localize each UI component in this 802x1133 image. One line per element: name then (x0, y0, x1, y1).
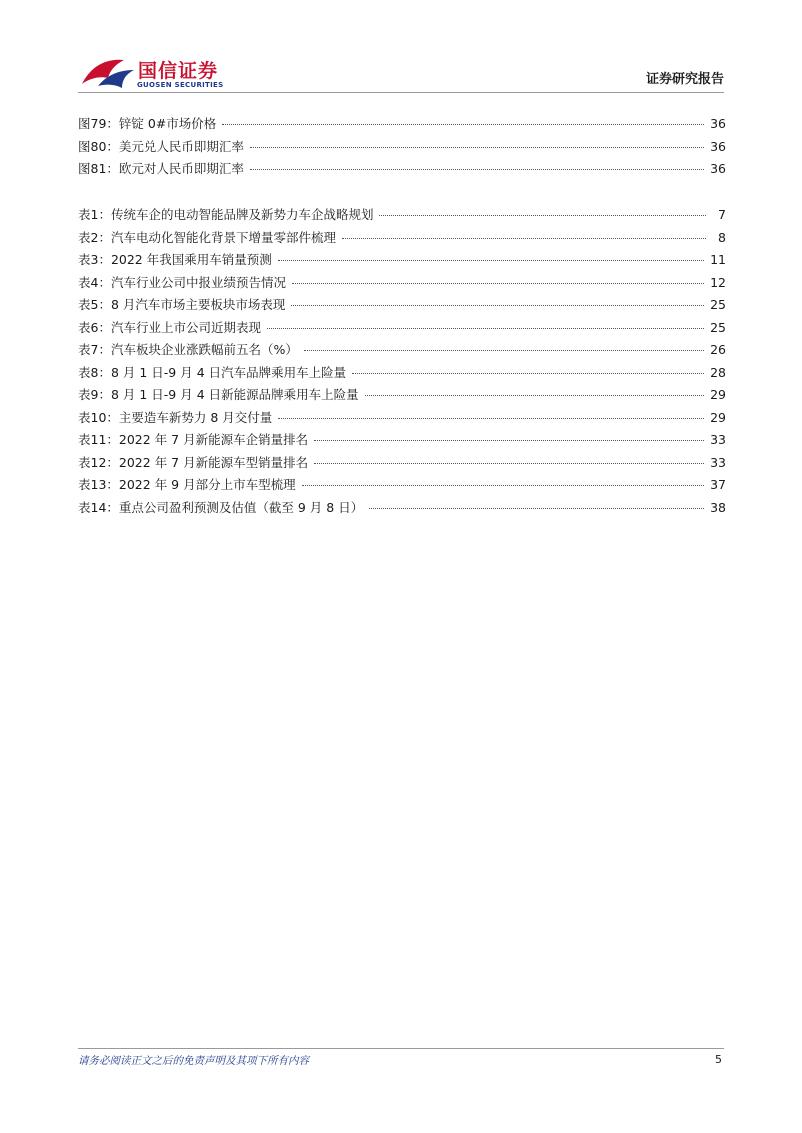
toc-row[interactable] (78, 114, 726, 137)
toc-leader-dots (352, 373, 704, 374)
toc-leader-dots (222, 124, 704, 125)
toc-title: 汽车行业公司中报业绩预告情况 (110, 274, 286, 290)
toc-leader-dots (314, 463, 704, 464)
toc-row[interactable] (78, 340, 726, 363)
toc-title: 主要造车新势力 8 月交付量 (118, 409, 273, 425)
toc-title: 2022 年 7 月新能源车型销量排名 (118, 454, 309, 470)
toc-page-number: 25 (710, 319, 726, 335)
toc-row[interactable] (78, 159, 726, 182)
toc-leader-dots (250, 169, 704, 170)
toc-leader-dots (302, 485, 705, 486)
toc-row[interactable] (78, 408, 726, 431)
toc-page-number: 28 (710, 364, 726, 380)
logo-chinese-name: 国信证券 (138, 60, 219, 82)
toc-leader-dots (369, 508, 704, 509)
toc-page-number: 33 (710, 454, 726, 470)
toc-title: 汽车行业上市公司近期表现 (110, 319, 261, 335)
toc-row[interactable] (78, 250, 726, 273)
toc-row[interactable] (78, 430, 726, 453)
toc-page-number: 8 (718, 229, 726, 245)
toc-label: 表2： (78, 229, 111, 245)
toc-label: 表11： (78, 432, 119, 447)
toc-leader-dots (250, 147, 704, 148)
footer-divider (78, 1048, 724, 1049)
toc-title: 2022 年我国乘用车销量预测 (110, 252, 272, 267)
toc-label: 表1： (78, 207, 111, 222)
toc-title: 重点公司盈利预测及估值（截至 9 月 8 日） (118, 499, 364, 515)
toc-row[interactable] (78, 453, 726, 476)
footer-disclaimer: 请务必阅读正文之后的免责声明及其项下所有内容 (78, 1055, 309, 1067)
toc-title: 2022 年 9 月部分上市车型梳理 (118, 477, 296, 492)
logo-english-name: GUOSEN SECURITIES (137, 81, 224, 89)
toc-leader-dots (379, 215, 706, 216)
toc-page-number: 33 (710, 432, 726, 447)
toc-page-number: 7 (718, 207, 726, 222)
toc-label: 表13： (78, 477, 119, 492)
toc-title: 8 月 1 日-9 月 4 日新能源品牌乘用车上险量 (110, 387, 359, 402)
toc-title: 锌锭 0#市场价格 (118, 116, 217, 131)
toc-row[interactable] (78, 385, 726, 408)
guosen-logo (80, 52, 230, 94)
toc-leader-dots (267, 328, 704, 329)
toc-row[interactable] (78, 363, 726, 386)
toc-row[interactable] (78, 205, 726, 228)
toc-page-number: 36 (710, 116, 726, 131)
report-type-label: 证券研究报告 (645, 72, 724, 87)
toc-row[interactable] (78, 475, 726, 498)
toc-leader-dots (278, 260, 704, 261)
table-list (78, 205, 726, 520)
toc-label: 表12： (78, 454, 119, 470)
toc-label: 表9： (78, 387, 111, 402)
toc-page-number: 38 (710, 499, 726, 515)
toc-page-number: 37 (710, 477, 726, 492)
toc-label: 表3： (78, 252, 111, 267)
figure-list (78, 114, 726, 182)
toc-leader-dots (278, 418, 704, 419)
page-header (0, 0, 802, 100)
toc-label: 表7： (78, 342, 111, 357)
toc-label: 图80： (78, 138, 119, 154)
toc-leader-dots (304, 350, 704, 351)
toc-title: 2022 年 7 月新能源车企销量排名 (118, 432, 309, 447)
toc-label: 图81： (78, 161, 119, 176)
toc-row[interactable] (78, 137, 726, 160)
toc-title: 8 月 1 日-9 月 4 日汽车品牌乘用车上险量 (110, 364, 347, 380)
toc-page-number: 29 (710, 387, 726, 402)
toc-title: 汽车电动化智能化背景下增量零部件梳理 (110, 229, 336, 245)
guosen-logo-icon (80, 54, 136, 90)
toc-label: 表10： (78, 409, 119, 425)
toc-leader-dots (292, 283, 704, 284)
toc-label: 表4： (78, 274, 111, 290)
toc-title: 美元兑人民币即期汇率 (118, 138, 244, 154)
header-divider (78, 92, 724, 93)
toc-label: 表14： (78, 499, 119, 515)
toc-label: 表5： (78, 297, 111, 312)
toc-row[interactable] (78, 295, 726, 318)
toc-label: 表6： (78, 319, 111, 335)
toc-page-number: 12 (710, 274, 726, 290)
toc-label: 表8： (78, 364, 111, 380)
toc-leader-dots (314, 440, 704, 441)
toc-page-number: 11 (710, 252, 726, 267)
toc-row[interactable] (78, 273, 726, 296)
toc-title: 传统车企的电动智能品牌及新势力车企战略规划 (110, 207, 374, 222)
toc-page-number: 36 (710, 138, 726, 154)
toc-leader-dots (365, 395, 704, 396)
toc-page-number: 25 (710, 297, 726, 312)
toc-row[interactable] (78, 318, 726, 341)
toc-title: 汽车板块企业涨跌幅前五名（%） (110, 342, 298, 357)
toc-page-number: 29 (710, 409, 726, 425)
toc-title: 8 月汽车市场主要板块市场表现 (110, 297, 286, 312)
toc-leader-dots (291, 305, 704, 306)
toc-title: 欧元对人民币即期汇率 (118, 161, 244, 176)
toc-page-number: 26 (710, 342, 726, 357)
toc-leader-dots (342, 238, 706, 239)
toc-row[interactable] (78, 498, 726, 521)
toc-label: 图79： (78, 116, 119, 131)
toc-page-number: 36 (710, 161, 726, 176)
page-number: 5 (715, 1053, 722, 1066)
toc-row[interactable] (78, 228, 726, 251)
